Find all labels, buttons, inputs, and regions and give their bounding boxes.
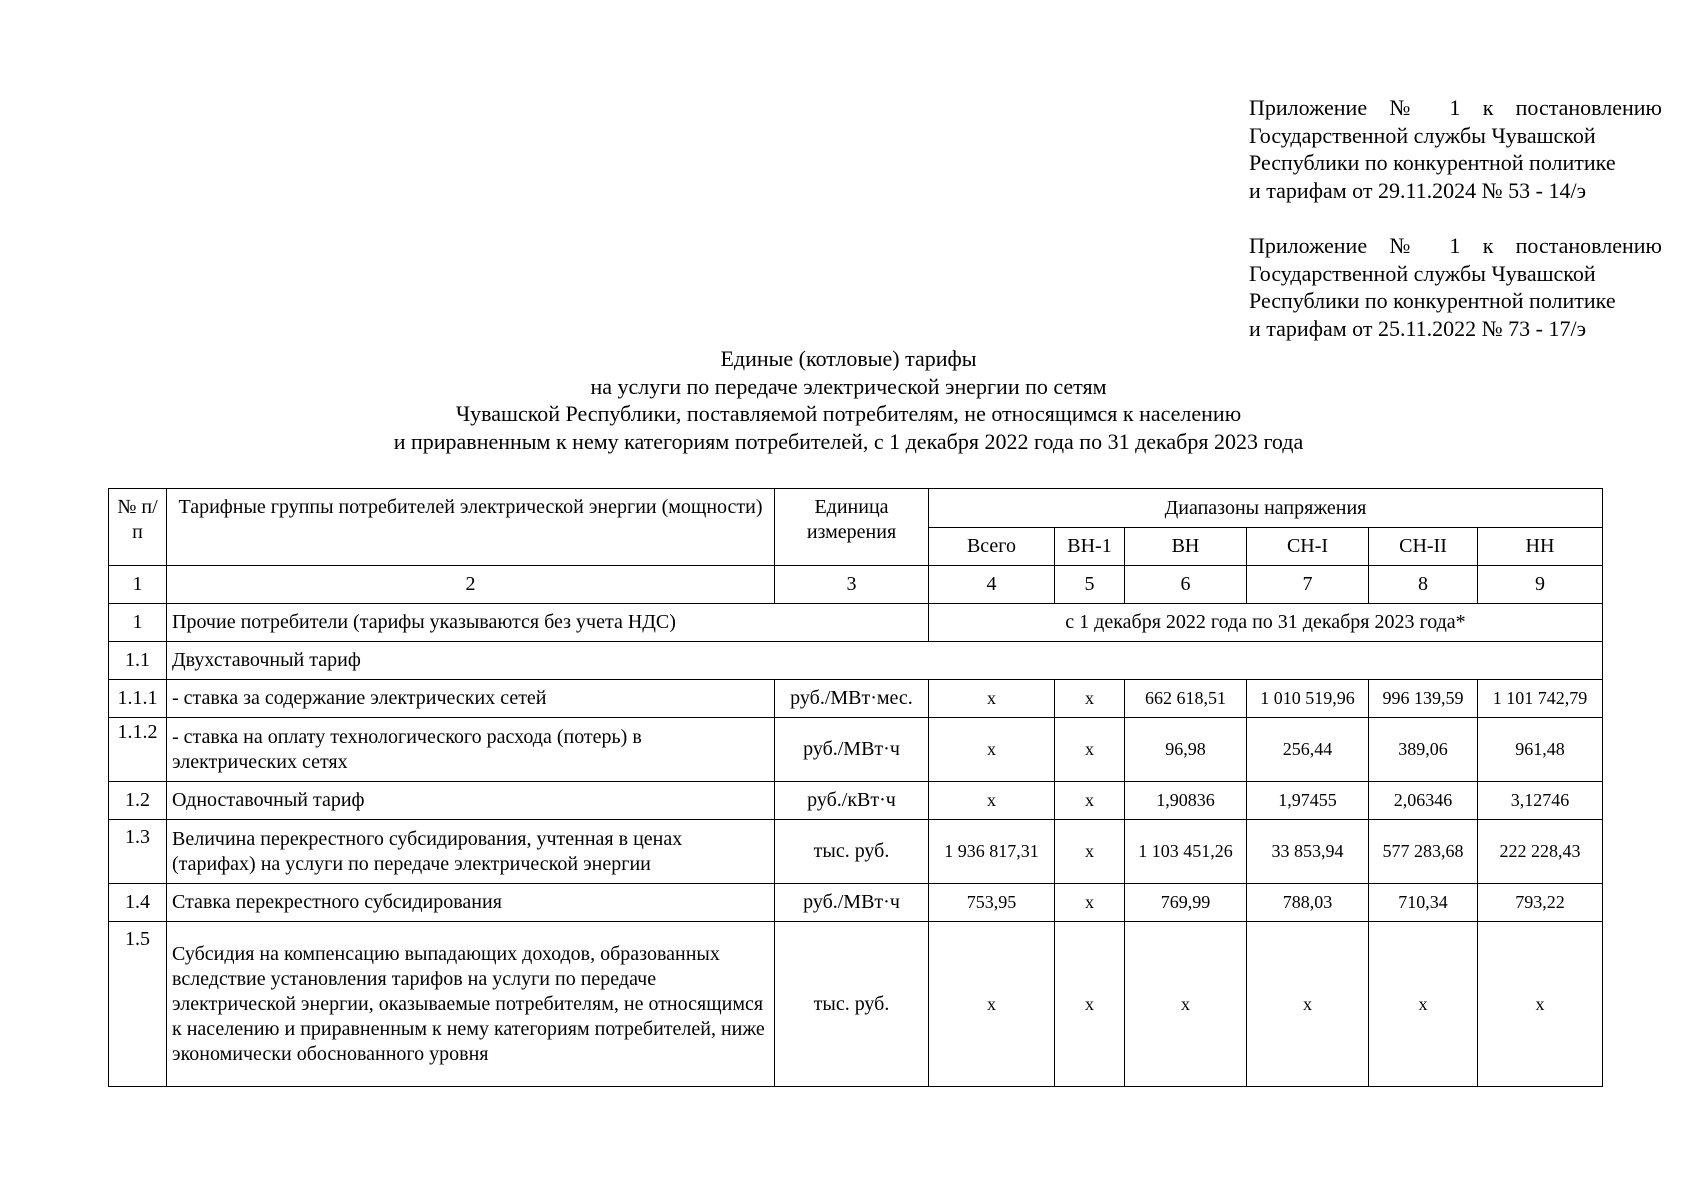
row-value: х: [1055, 820, 1125, 884]
row-value: х: [929, 782, 1055, 820]
header-num: № п/п: [109, 489, 167, 566]
row-value: 33 853,94: [1247, 820, 1369, 884]
row-value: 1 103 451,26: [1125, 820, 1247, 884]
table-row: [109, 782, 1603, 820]
row-label: - ставка на оплату технологического расхода (потерь) в электрических сетях: [167, 718, 775, 782]
row-value: 389,06: [1369, 718, 1478, 782]
row-label: Субсидия на компенсацию выпадающих доходов, образованных вследствие установления тарифов на услуги по передаче электрической энергии, оказываемые потребителям, не относящимся к населению и приравненным к нему категориям потребителей, ниже экономически обоснованного уровня: [167, 922, 775, 1087]
column-number: 9: [1478, 566, 1603, 604]
table-row: [109, 604, 1603, 642]
row-label: - ставка за содержание электрических сетей: [167, 680, 775, 718]
row-num: 1.1.1: [109, 680, 167, 718]
column-number: 5: [1055, 566, 1125, 604]
row-unit: руб./МВт·ч: [775, 718, 929, 782]
row-value: х: [1125, 922, 1247, 1087]
header-group: Тарифные группы потребителей электрической энергии (мощности): [167, 489, 775, 566]
header-voltage-ranges: Диапазоны напряжения: [929, 489, 1603, 528]
appendix-block-current: [1249, 94, 1662, 204]
header-row: [109, 489, 1603, 528]
row-value: 793,22: [1478, 884, 1603, 922]
row-value: 1 010 519,96: [1247, 680, 1369, 718]
title-line: Чувашской Республики, поставляемой потребителям, не относящимся к населению: [455, 401, 1242, 426]
document-title: [0, 345, 1697, 455]
row-value: 710,34: [1369, 884, 1478, 922]
row-label: Величина перекрестного субсидирования, учтенная в ценах (тарифах) на услуги по передаче электрической энергии: [167, 820, 775, 884]
column-number: 8: [1369, 566, 1478, 604]
row-value: 1,90836: [1125, 782, 1247, 820]
column-number: 6: [1125, 566, 1247, 604]
column-number: 3: [775, 566, 929, 604]
row-num: 1.4: [109, 884, 167, 922]
table-row: [109, 922, 1603, 1087]
row-num: 1: [109, 604, 167, 642]
appendix-line: Государственной службы Чувашской: [1249, 122, 1596, 148]
row-value: 961,48: [1478, 718, 1603, 782]
row-value: 1,97455: [1247, 782, 1369, 820]
header-sn1: СН-I: [1247, 528, 1369, 566]
row-unit: руб./МВт·ч: [775, 884, 929, 922]
row-value: 3,12746: [1478, 782, 1603, 820]
column-number-row: [109, 566, 1603, 604]
appendix-line: Приложение № 1 к постановлению: [1249, 95, 1662, 120]
column-number: 2: [167, 566, 775, 604]
column-number: 1: [109, 566, 167, 604]
row-value: х: [1478, 922, 1603, 1087]
header-unit: Единица измерения: [775, 489, 929, 566]
row-value: х: [1369, 922, 1478, 1087]
header-sn2: СН-II: [1369, 528, 1478, 566]
row-num: 1.2: [109, 782, 167, 820]
row-value: 753,95: [929, 884, 1055, 922]
tariff-table: [108, 488, 1603, 1087]
row-unit: тыс. руб.: [775, 820, 929, 884]
row-num: 1.5: [109, 922, 167, 1087]
row-value: 1 101 742,79: [1478, 680, 1603, 718]
row-unit: тыс. руб.: [775, 922, 929, 1087]
row-value: 96,98: [1125, 718, 1247, 782]
column-number: 7: [1247, 566, 1369, 604]
row-value: 2,06346: [1369, 782, 1478, 820]
table-row: [109, 718, 1603, 782]
row-unit: руб./кВт·ч: [775, 782, 929, 820]
row-label: Двухставочный тариф: [167, 642, 1603, 680]
row-value: х: [1247, 922, 1369, 1087]
row-value: х: [1055, 884, 1125, 922]
appendix-line: и тарифам от 29.11.2024 № 53 - 14/э: [1249, 177, 1587, 203]
row-label: Одноставочный тариф: [167, 782, 775, 820]
row-value: 769,99: [1125, 884, 1247, 922]
row-label: Ставка перекрестного субсидирования: [167, 884, 775, 922]
row-value: х: [929, 922, 1055, 1087]
row-num: 1.3: [109, 820, 167, 884]
appendix-line: Государственной службы Чувашской: [1249, 260, 1596, 286]
table-row: [109, 680, 1603, 718]
row-value: х: [1055, 680, 1125, 718]
column-number: 4: [929, 566, 1055, 604]
row-label: Прочие потребители (тарифы указываются без учета НДС): [167, 604, 929, 642]
table-row: [109, 642, 1603, 680]
row-value: 662 618,51: [1125, 680, 1247, 718]
title-line: на услуги по передаче электрической энергии по сетям: [590, 373, 1107, 399]
header-vn1: ВН-1: [1055, 528, 1125, 566]
row-value: х: [1055, 922, 1125, 1087]
row-value: 577 283,68: [1369, 820, 1478, 884]
row-value: 1 936 817,31: [929, 820, 1055, 884]
header-vn: ВН: [1125, 528, 1247, 566]
appendix-line: Приложение № 1 к постановлению: [1249, 233, 1662, 258]
row-value: 222 228,43: [1478, 820, 1603, 884]
table-row: [109, 820, 1603, 884]
row-value: х: [1055, 782, 1125, 820]
table-row: [109, 884, 1603, 922]
header-total: Всего: [929, 528, 1055, 566]
appendix-block-previous: [1249, 232, 1662, 342]
header-nn: НН: [1478, 528, 1603, 566]
row-value: х: [929, 680, 1055, 718]
row-value: 788,03: [1247, 884, 1369, 922]
row-value: 256,44: [1247, 718, 1369, 782]
row-num: 1.1.2: [109, 718, 167, 782]
title-line: Единые (котловые) тарифы: [720, 346, 977, 371]
row-num: 1.1: [109, 642, 167, 680]
row-period: с 1 декабря 2022 года по 31 декабря 2023 года*: [929, 604, 1603, 642]
appendix-line: Республики по конкурентной политике: [1249, 288, 1616, 313]
row-value: х: [929, 718, 1055, 782]
row-value: х: [1055, 718, 1125, 782]
appendix-line: Республики по конкурентной политике: [1249, 150, 1616, 175]
title-line: и приравненным к нему категориям потребителей, с 1 декабря 2022 года по 31 декабря 2023 года: [393, 428, 1304, 454]
appendix-line: и тарифам от 25.11.2022 № 73 - 17/э: [1249, 315, 1587, 341]
row-value: 996 139,59: [1369, 680, 1478, 718]
row-unit: руб./МВт·мес.: [775, 680, 929, 718]
